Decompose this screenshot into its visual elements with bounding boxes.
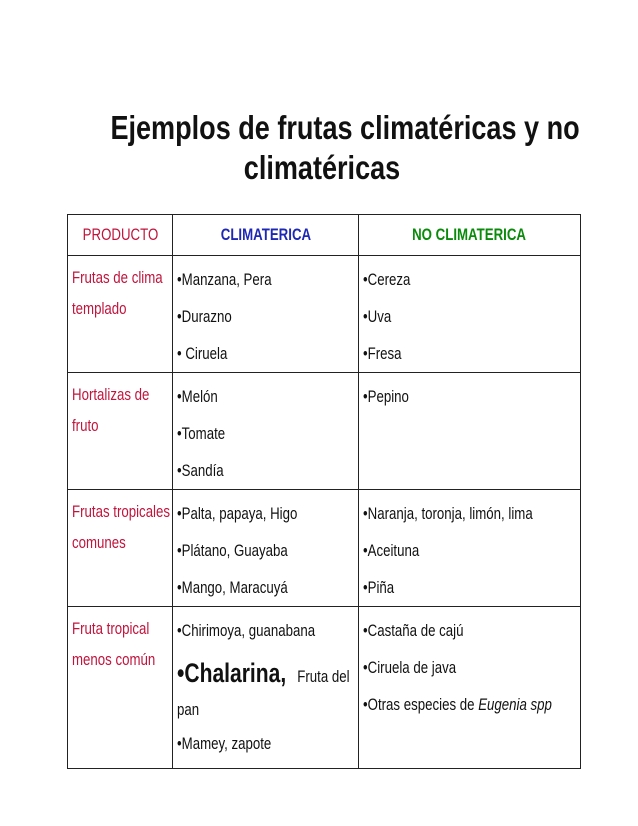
list-item-rest: Fruta del [297, 667, 350, 686]
list-item: •Tomate [177, 424, 226, 443]
climacteric-cell [173, 607, 359, 769]
climacteric-cell [173, 490, 359, 607]
header-product-label: PRODUCTO [82, 225, 158, 244]
product-line: fruto [72, 416, 99, 435]
header-climacteric-label: CLIMATERICA [220, 225, 311, 244]
list-item [177, 649, 358, 695]
product-line: Hortalizas de [72, 385, 150, 404]
product-line: comunes [72, 533, 126, 552]
table-header-row [68, 215, 581, 256]
scientific-name: Eugenia spp [478, 695, 552, 714]
list-item: •Pepino [363, 387, 409, 406]
non-climacteric-cell [359, 607, 581, 769]
non-climacteric-cell [359, 256, 581, 373]
list-item: •Chirimoya, guanabana [177, 621, 316, 640]
product-cell [68, 607, 173, 769]
title-line-1: Ejemplos de frutas climatéricas y no [110, 109, 580, 146]
list-item-continuation: pan [177, 700, 200, 719]
product-line: templado [72, 299, 127, 318]
list-item: •Naranja, toronja, limón, lima [363, 504, 533, 523]
header-product [68, 215, 173, 256]
product-line: Fruta tropical [72, 619, 150, 638]
list-item: •Piña [363, 578, 395, 597]
product-line: menos común [72, 650, 156, 669]
climacteric-cell [173, 373, 359, 490]
list-item: • Ciruela [177, 344, 228, 363]
list-item: •Fresa [363, 344, 402, 363]
climacteric-cell [173, 256, 359, 373]
list-item: •Uva [363, 307, 392, 326]
list-item: •Cereza [363, 270, 411, 289]
non-climacteric-cell [359, 490, 581, 607]
product-cell [68, 373, 173, 490]
fruit-classification-table [67, 214, 581, 769]
list-item: •Aceituna [363, 541, 420, 560]
header-non-climacteric-label: NO CLIMATERICA [412, 225, 527, 244]
list-item: •Otras especies de Eugenia spp [363, 695, 552, 714]
product-cell [68, 256, 173, 373]
header-climacteric [173, 215, 359, 256]
title-line-2: climatéricas [243, 149, 401, 186]
list-item: •Durazno [177, 307, 232, 326]
table-row [68, 256, 581, 373]
table-row [68, 490, 581, 607]
product-line: Frutas de clima [72, 268, 163, 287]
list-item: •Castaña de cajú [363, 621, 464, 640]
header-non-climacteric [359, 215, 581, 256]
list-item: •Manzana, Pera [177, 270, 272, 289]
product-line: Frutas tropicales [72, 502, 171, 521]
list-item: •Plátano, Guayaba [177, 541, 288, 560]
list-item: •Sandía [177, 461, 224, 480]
page-title [110, 108, 580, 188]
list-item: •Mango, Maracuyá [177, 578, 288, 597]
non-climacteric-cell [359, 373, 581, 490]
list-item: •Palta, papaya, Higo [177, 504, 298, 523]
product-cell [68, 490, 173, 607]
list-item: •Melón [177, 387, 218, 406]
table-row [68, 607, 581, 769]
highlight-term: •Chalarina, [177, 658, 287, 688]
table-row [68, 373, 581, 490]
list-item: •Ciruela de java [363, 658, 457, 677]
list-item: •Mamey, zapote [177, 734, 272, 753]
